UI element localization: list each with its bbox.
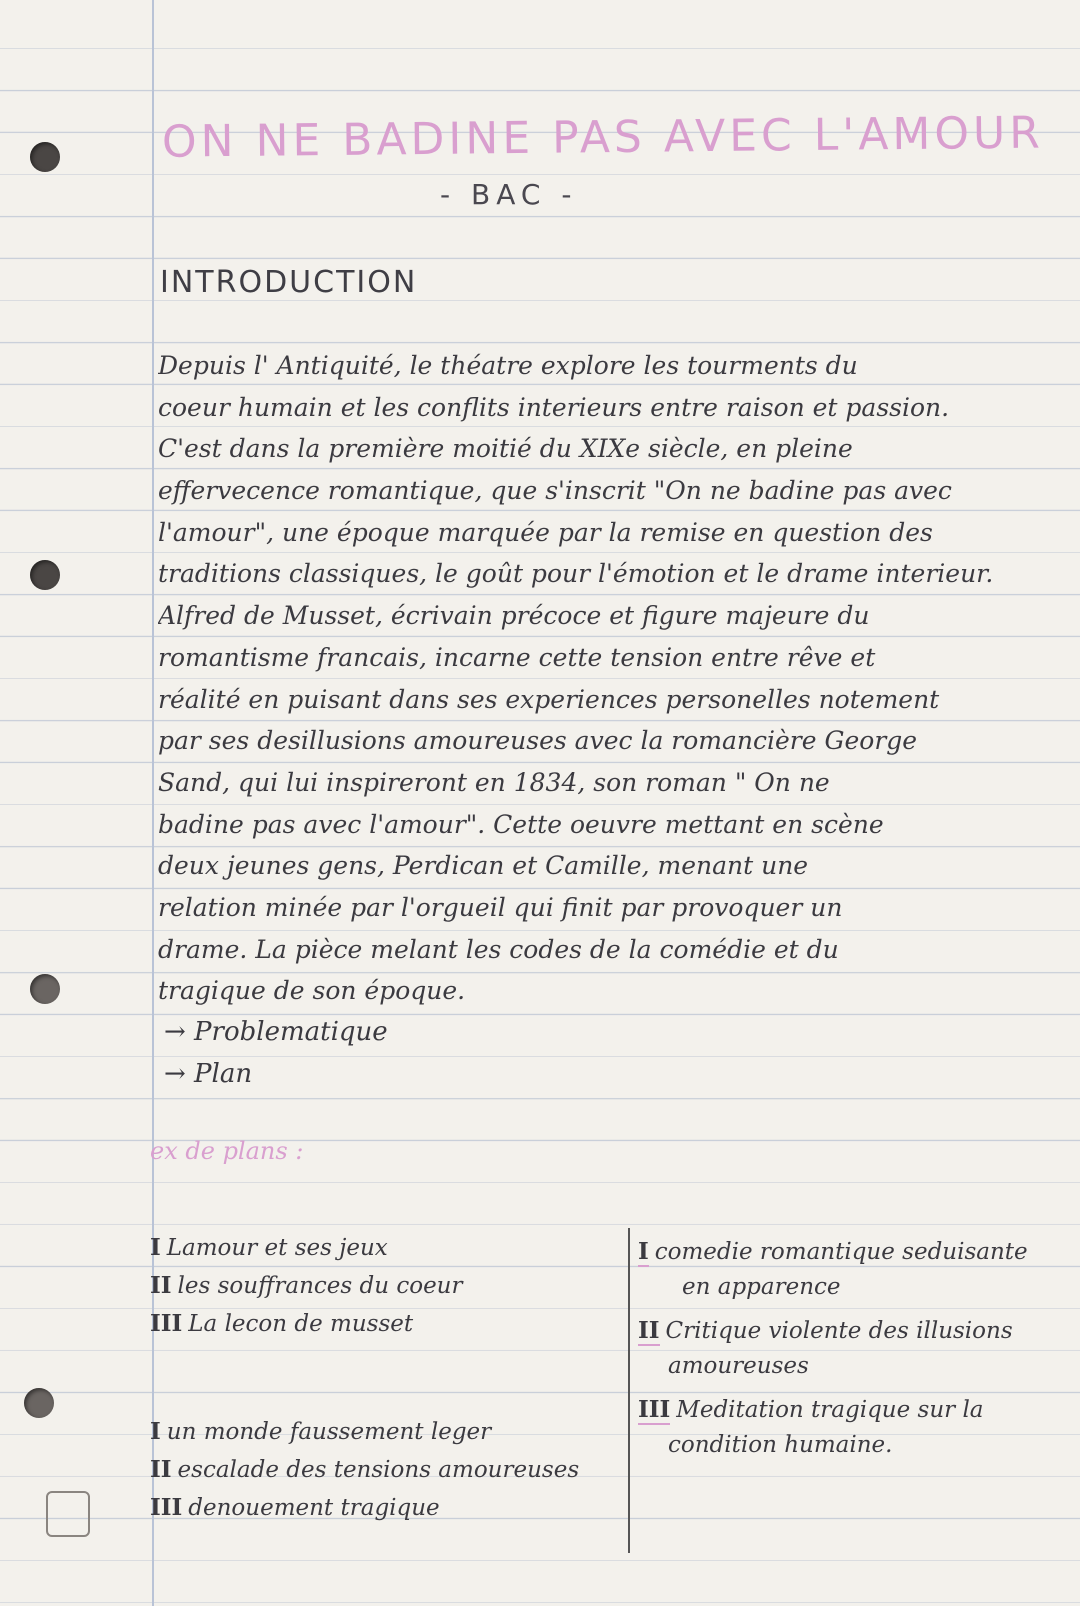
plan-item-text: denouement tragique bbox=[188, 1495, 440, 1521]
column-divider bbox=[628, 1228, 630, 1553]
plan-item-text: Meditation tragique sur la bbox=[676, 1397, 984, 1423]
roman-numeral: II bbox=[150, 1272, 172, 1299]
roman-numeral: I bbox=[150, 1234, 161, 1261]
page-subtitle: - BAC - bbox=[440, 178, 578, 211]
binder-hole bbox=[30, 560, 60, 590]
intro-line: Depuis l' Antiquité, le théatre explore les tourments du bbox=[158, 351, 858, 380]
intro-line: C'est dans la première moitié du XIXe siècle, en pleine bbox=[158, 434, 853, 464]
plan-item-text: amoureuses bbox=[668, 1353, 809, 1379]
plan-item-text: Lamour et ses jeux bbox=[166, 1235, 388, 1261]
plan-item-text: La lecon de musset bbox=[188, 1311, 414, 1337]
plan-b bbox=[150, 1410, 579, 1530]
binder-hole bbox=[30, 142, 60, 172]
plan-a bbox=[150, 1226, 463, 1346]
intro-line: Alfred de Musset, écrivain précoce et figure majeure du bbox=[158, 601, 870, 631]
arrow-item-problematique: → Problematique bbox=[164, 1017, 388, 1047]
roman-numeral: I bbox=[638, 1238, 649, 1265]
plan-item-text: les souffrances du coeur bbox=[177, 1273, 463, 1299]
plan-item bbox=[150, 1486, 579, 1530]
margin-line bbox=[152, 0, 154, 1606]
plan-c bbox=[638, 1230, 1028, 1467]
plans-label: ex de plans : bbox=[150, 1137, 304, 1165]
intro-line: badine pas avec l'amour". Cette oeuvre mettant en scène bbox=[158, 809, 884, 839]
intro-line: drame. La pièce melant les codes de la comédie et du bbox=[158, 934, 839, 964]
corner-logo-icon bbox=[46, 1491, 90, 1537]
intro-line: traditions classiques, le goût pour l'émotion et le drame interieur. bbox=[158, 559, 994, 589]
roman-numeral: III bbox=[638, 1396, 671, 1423]
intro-line: par ses desillusions amoureuses avec la romancière George bbox=[158, 726, 918, 756]
roman-numeral: III bbox=[150, 1494, 183, 1521]
plan-item-text: escalade des tensions amoureuses bbox=[177, 1457, 580, 1483]
intro-line: deux jeunes gens, Perdican et Camille, menant une bbox=[158, 851, 809, 881]
plan-item-text: un monde faussement leger bbox=[166, 1419, 492, 1445]
intro-line: réalité en puisant dans ses experiences personelles notement bbox=[158, 684, 940, 714]
page-title: ON NE BADINE PAS AVEC L'AMOUR bbox=[161, 107, 1045, 168]
intro-line: l'amour", une époque marquée par la remise en question des bbox=[158, 517, 933, 547]
plan-item-text: Critique violente des illusions bbox=[665, 1318, 1013, 1344]
binder-hole bbox=[24, 1388, 54, 1418]
intro-line: romantisme francais, incarne cette tension entre rêve et bbox=[158, 642, 876, 672]
roman-numeral: I bbox=[150, 1418, 161, 1445]
arrow-item-plan: → Plan bbox=[164, 1058, 253, 1089]
intro-line: coeur humain et les conflits interieurs entre raison et passion. bbox=[158, 392, 950, 422]
binder-hole bbox=[30, 974, 60, 1004]
plan-item-text: en apparence bbox=[682, 1274, 841, 1300]
intro-line: relation minée par l'orgueil qui finit par provoquer un bbox=[158, 892, 843, 922]
intro-line: tragique de son époque. bbox=[158, 976, 466, 1006]
roman-numeral: II bbox=[638, 1317, 660, 1344]
intro-line: effervecence romantique, que s'inscrit "On ne badine pas avec bbox=[158, 476, 952, 506]
section-heading: INTRODUCTION bbox=[160, 265, 418, 300]
roman-numeral: II bbox=[150, 1456, 172, 1483]
roman-numeral: III bbox=[150, 1310, 183, 1337]
plan-item bbox=[150, 1302, 463, 1346]
plan-item-text: comedie romantique seduisante bbox=[654, 1239, 1028, 1265]
plan-item-text: condition humaine. bbox=[668, 1432, 893, 1458]
introduction-text bbox=[158, 345, 1058, 1095]
intro-line: Sand, qui lui inspireront en 1834, son roman " On ne bbox=[158, 767, 830, 797]
